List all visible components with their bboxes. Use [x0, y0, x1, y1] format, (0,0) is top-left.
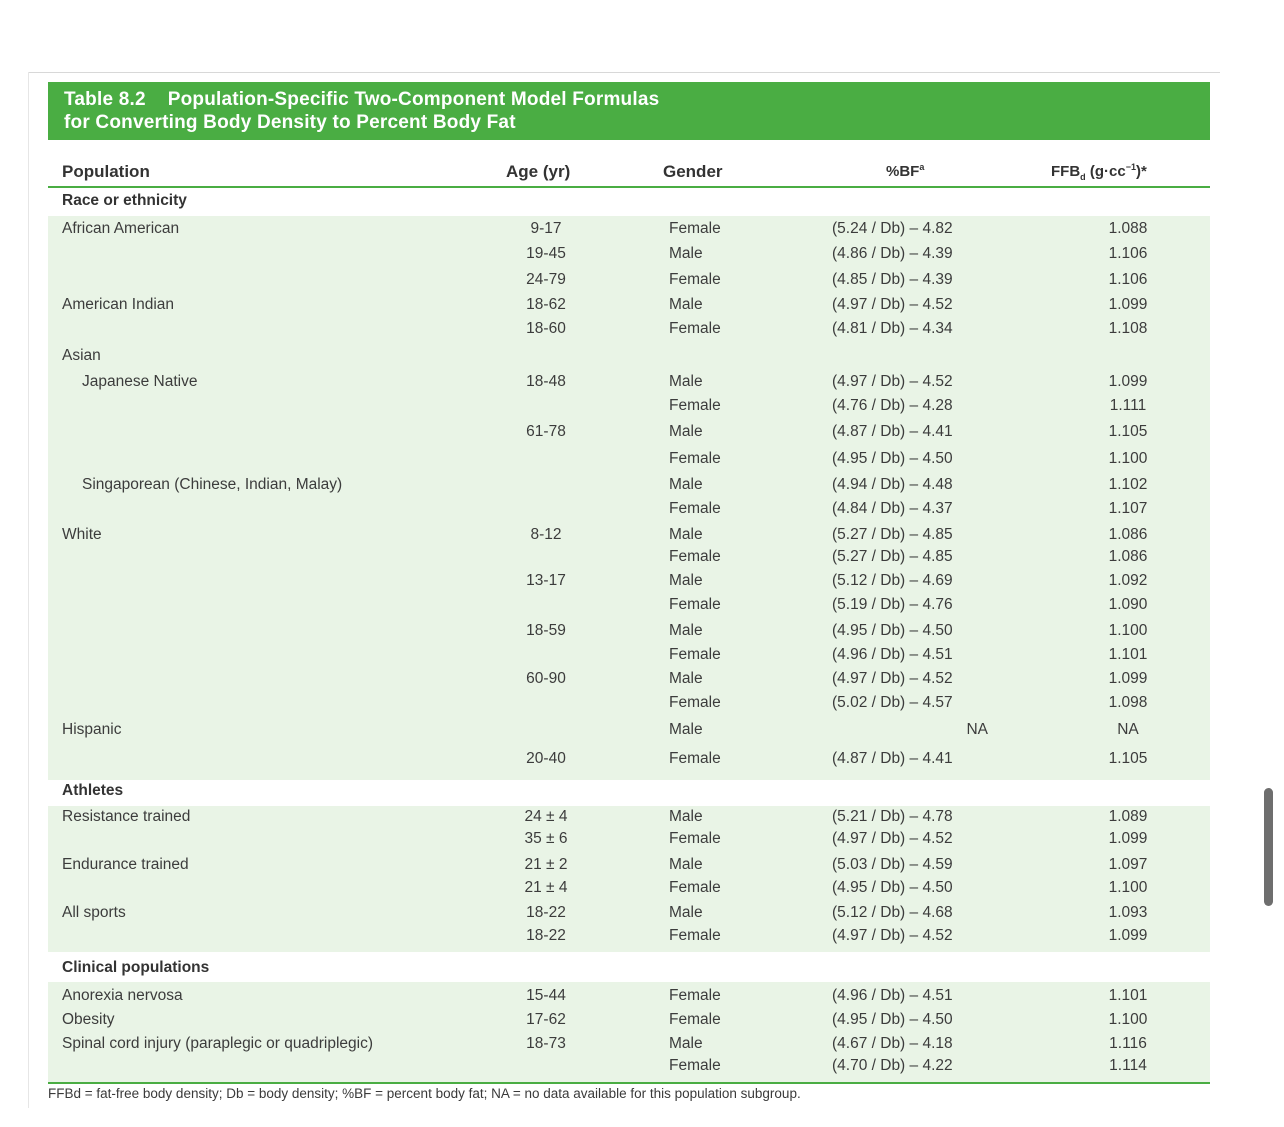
row-population: Endurance trained — [62, 856, 189, 873]
row-gender: Male — [669, 476, 703, 493]
row-bf-formula: (5.12 / Db) – 4.69 — [832, 572, 953, 589]
row-population: Japanese Native — [82, 373, 198, 390]
row-ffb: 1.107 — [1108, 500, 1148, 517]
row-gender: Female — [669, 750, 721, 767]
row-ffb: 1.089 — [1108, 808, 1148, 825]
row-bf-formula: (4.97 / Db) – 4.52 — [832, 670, 953, 687]
row-population: African American — [62, 220, 180, 237]
row-ffb: 1.092 — [1108, 572, 1148, 589]
row-gender: Female — [669, 548, 721, 565]
row-population: Spinal cord injury (paraplegic or quadriplegic) — [62, 1035, 374, 1052]
row-population: Hispanic — [62, 721, 122, 738]
header-gender: Gender — [663, 162, 723, 181]
row-age: 60-90 — [526, 670, 566, 687]
row-bf-formula: (4.76 / Db) – 4.28 — [832, 397, 953, 414]
row-ffb: 1.097 — [1108, 856, 1148, 873]
row-age: 18-59 — [526, 622, 566, 639]
row-age: 61-78 — [526, 423, 566, 440]
page-left-border — [28, 72, 29, 1108]
row-age: 21 ± 4 — [524, 879, 568, 896]
row-ffb: 1.111 — [1109, 397, 1147, 414]
row-age: 15-44 — [526, 987, 566, 1004]
row-gender: Female — [669, 271, 721, 288]
row-ffb: 1.101 — [1108, 987, 1148, 1004]
table-bottom-divider — [48, 1082, 1210, 1084]
row-ffb: 1.086 — [1108, 548, 1148, 565]
row-gender: Male — [669, 904, 703, 921]
row-bf-formula: (4.81 / Db) – 4.34 — [832, 320, 953, 337]
row-ffb: 1.099 — [1108, 830, 1148, 847]
row-gender: Male — [669, 572, 703, 589]
row-ffb: 1.106 — [1108, 245, 1148, 262]
row-population: Anorexia nervosa — [62, 987, 183, 1004]
row-ffb: 1.100 — [1108, 450, 1148, 467]
row-age: 9-17 — [530, 220, 562, 237]
row-gender: Female — [669, 1057, 721, 1074]
row-ffb: 1.105 — [1108, 750, 1148, 767]
row-bf-formula: (4.97 / Db) – 4.52 — [832, 373, 953, 390]
row-gender: Female — [669, 596, 721, 613]
clinical-band — [48, 982, 1210, 1082]
section-clinical: Clinical populations — [62, 959, 210, 976]
row-gender: Male — [669, 1035, 703, 1052]
header-population: Population — [62, 162, 150, 181]
row-age: 17-62 — [526, 1011, 566, 1028]
row-bf-formula: (4.94 / Db) – 4.48 — [832, 476, 953, 493]
row-bf-formula: (5.19 / Db) – 4.76 — [832, 596, 953, 613]
table-title-line2: for Converting Body Density to Percent Body Fat — [64, 112, 516, 133]
row-gender: Male — [669, 856, 703, 873]
header-divider — [48, 186, 1210, 188]
row-age: 18-48 — [526, 373, 566, 390]
row-bf-formula: (4.95 / Db) – 4.50 — [832, 450, 953, 467]
row-population: Asian — [62, 347, 101, 364]
row-bf-formula: (4.86 / Db) – 4.39 — [832, 245, 953, 262]
row-gender: Female — [669, 987, 721, 1004]
row-bf-formula: (5.27 / Db) – 4.85 — [832, 548, 953, 565]
table-number: Table 8.2 — [64, 89, 146, 110]
row-gender: Male — [669, 670, 703, 687]
row-gender: Male — [669, 721, 703, 738]
row-ffb: 1.105 — [1108, 423, 1148, 440]
row-ffb: 1.093 — [1108, 904, 1148, 921]
row-gender: Female — [669, 450, 721, 467]
row-ffb: 1.100 — [1108, 622, 1148, 639]
row-gender: Male — [669, 296, 703, 313]
row-bf-formula: (4.85 / Db) – 4.39 — [832, 271, 953, 288]
table-title-bar — [48, 82, 1210, 140]
row-ffb: 1.090 — [1108, 596, 1148, 613]
row-bf-formula: (5.27 / Db) – 4.85 — [832, 526, 953, 543]
section-athletes: Athletes — [62, 782, 124, 799]
row-bf-formula: (5.03 / Db) – 4.59 — [832, 856, 953, 873]
row-ffb: 1.108 — [1108, 320, 1148, 337]
row-gender: Male — [669, 245, 703, 262]
row-population: Resistance trained — [62, 808, 191, 825]
row-bf-formula: (4.95 / Db) – 4.50 — [832, 879, 953, 896]
header-ffb: $FFB_d$ $(g\cdot cc^{-1})*$ — [1051, 162, 1147, 182]
row-ffb: 1.088 — [1108, 220, 1148, 237]
row-gender: Female — [669, 694, 721, 711]
row-gender: Female — [669, 397, 721, 414]
row-ffb: 1.100 — [1108, 1011, 1148, 1028]
row-ffb: 1.100 — [1108, 879, 1148, 896]
row-bf-formula: (4.96 / Db) – 4.51 — [832, 646, 953, 663]
row-bf-formula: (4.67 / Db) – 4.18 — [832, 1035, 953, 1052]
row-age: 18-73 — [526, 1035, 566, 1052]
row-ffb: 1.099 — [1108, 373, 1148, 390]
row-ffb: 1.114 — [1109, 1057, 1147, 1074]
row-bf-formula: (4.70 / Db) – 4.22 — [832, 1057, 953, 1074]
row-bf-formula: (4.84 / Db) – 4.37 — [832, 500, 953, 517]
athletes-band — [48, 806, 1210, 952]
row-bf-formula: (4.97 / Db) – 4.52 — [832, 296, 953, 313]
row-bf-formula: (4.87 / Db) – 4.41 — [832, 750, 953, 767]
row-age: 13-17 — [526, 572, 566, 589]
table-footnote: FFBd = fat-free body density; Db = body density; %BF = percent body fat; NA = no data available for this population subgroup. — [48, 1086, 801, 1101]
row-age: 18-62 — [526, 296, 566, 313]
row-ffb: 1.086 — [1108, 526, 1148, 543]
row-bf-formula: (4.97 / Db) – 4.52 — [832, 927, 953, 944]
row-age: 18-22 — [526, 927, 566, 944]
row-gender: Male — [669, 622, 703, 639]
row-gender: Female — [669, 879, 721, 896]
section-race: Race or ethnicity — [62, 192, 187, 209]
row-age: 20-40 — [526, 750, 566, 767]
row-bf-formula: (5.12 / Db) – 4.68 — [832, 904, 953, 921]
table-title-line1: Population-Specific Two-Component Model Formulas — [167, 89, 660, 110]
row-ffb: 1.102 — [1108, 476, 1148, 493]
row-ffb: 1.099 — [1108, 296, 1148, 313]
row-gender: Male — [669, 423, 703, 440]
row-bf-formula: (4.96 / Db) – 4.51 — [832, 987, 953, 1004]
page-top-divider — [28, 72, 1220, 73]
row-ffb: 1.116 — [1109, 1035, 1147, 1052]
row-population: White — [62, 526, 102, 543]
vertical-scrollbar[interactable] — [1264, 788, 1273, 906]
row-age: 18-60 — [526, 320, 566, 337]
row-ffb: 1.101 — [1108, 646, 1148, 663]
row-bf-formula: (5.21 / Db) – 4.78 — [832, 808, 953, 825]
row-age: 8-12 — [530, 526, 562, 543]
row-age: 18-22 — [526, 904, 566, 921]
row-gender: Female — [669, 500, 721, 517]
row-gender: Female — [669, 927, 721, 944]
row-bf-formula: NA — [966, 721, 988, 738]
row-gender: Female — [669, 1011, 721, 1028]
row-age: 24 ± 4 — [524, 808, 568, 825]
row-age: 19-45 — [526, 245, 566, 262]
row-population: Obesity — [62, 1011, 115, 1028]
row-bf-formula: (4.95 / Db) – 4.50 — [832, 1011, 953, 1028]
row-ffb: NA — [1117, 721, 1139, 738]
row-bf-formula: (4.97 / Db) – 4.52 — [832, 830, 953, 847]
row-age: 24-79 — [526, 271, 566, 288]
row-gender: Male — [669, 808, 703, 825]
row-bf-formula: (4.95 / Db) – 4.50 — [832, 622, 953, 639]
header-bf: $\%BF^a$ — [886, 162, 925, 180]
race-band — [48, 216, 1210, 780]
row-ffb: 1.099 — [1108, 670, 1148, 687]
row-gender: Male — [669, 526, 703, 543]
row-gender: Female — [669, 646, 721, 663]
row-ffb: 1.099 — [1108, 927, 1148, 944]
row-gender: Female — [669, 830, 721, 847]
row-ffb: 1.098 — [1108, 694, 1148, 711]
row-population: American Indian — [62, 296, 175, 313]
row-ffb: 1.106 — [1108, 271, 1148, 288]
row-bf-formula: (5.24 / Db) – 4.82 — [832, 220, 953, 237]
row-gender: Female — [669, 220, 721, 237]
row-bf-formula: (4.87 / Db) – 4.41 — [832, 423, 953, 440]
row-bf-formula: (5.02 / Db) – 4.57 — [832, 694, 953, 711]
row-age: 35 ± 6 — [524, 830, 568, 847]
header-age: Age (yr) — [506, 162, 571, 181]
row-population: Singaporean (Chinese, Indian, Malay) — [82, 476, 343, 493]
row-gender: Male — [669, 373, 703, 390]
row-age: 21 ± 2 — [524, 856, 568, 873]
row-population: All sports — [62, 904, 126, 921]
row-gender: Female — [669, 320, 721, 337]
